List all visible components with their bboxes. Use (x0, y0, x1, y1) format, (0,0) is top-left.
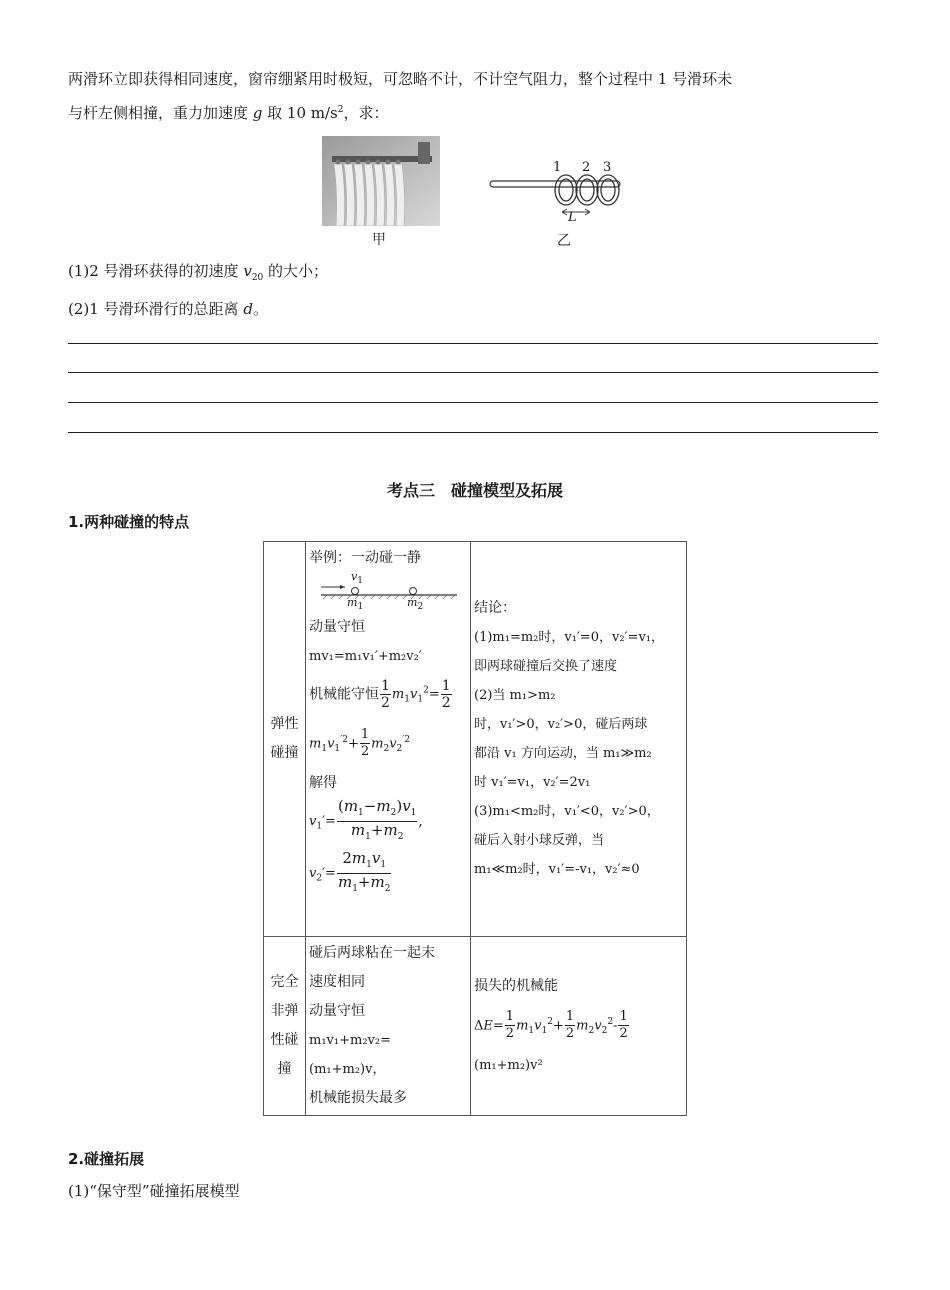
ring-label-2: 2 (582, 160, 591, 175)
inelastic-equation: m₁v₁+m₂v₂=(m₁+m₂)v， (309, 1033, 391, 1077)
intro-line-2: 与杆左侧相撞，重力加速度 g 取 10 $m/s^2$，求： (68, 104, 389, 122)
example-text: 举例：一动碰一静 (309, 550, 421, 566)
conclusion-title: 结论： (474, 600, 516, 616)
collision-diagram (309, 570, 467, 613)
curtain-photo (322, 136, 440, 226)
intro-paragraph (68, 64, 883, 129)
subsection-title-2: 2.碰撞拓展 (68, 1150, 145, 1168)
ring-label-3: 3 (603, 160, 612, 175)
length-label: L (568, 210, 577, 225)
conclusion-3: (3)m₁<m₂时，v₁′<0，v₂′>0， (474, 804, 660, 819)
collision-table (263, 541, 687, 1116)
inelastic-text-2: 速度相同 (309, 974, 365, 990)
v2-prime-solution: $v_2'=$ $\frac{2m_1v_1}{m_1+m_2}$ (309, 848, 391, 894)
ring-label-1: 1 (553, 160, 562, 175)
inelastic-text-3: 动量守恒 (309, 1003, 365, 1019)
answer-line (68, 402, 878, 403)
conclusion-1b: 即两球碰撞后交换了速度 (474, 659, 618, 674)
conclusion-2d: 时 v₁′=v₁，v₂′=2v₁ (474, 775, 591, 790)
conclusion-2: (2)当 m₁>m₂ (474, 688, 556, 703)
table-row (264, 542, 687, 937)
subsection-title-1: 1.两种碰撞的特点 (68, 513, 190, 531)
questions (68, 256, 883, 325)
table-row (264, 937, 687, 1116)
energy-loss-formula-tail: (m₁+m₂)v² (474, 1058, 543, 1074)
v1-label: $v_1$ (351, 570, 363, 587)
question-1: (1)2 号滑环获得的初速度 $v_{20}$ 的大小； (68, 262, 329, 283)
section-title: 考点三 碰撞模型及拓展 (386, 481, 563, 500)
conclusion-2c: 都沿 v₁ 方向运动，当 m₁≫m₂ (474, 746, 652, 761)
energy-loss-label: 损失的机械能 (474, 977, 558, 994)
answer-line (68, 372, 878, 373)
energy-loss-cell (471, 937, 687, 1116)
figure-label-yi: 乙 (557, 233, 571, 249)
momentum-label: 动量守恒 (309, 619, 365, 635)
conclusion-2b: 时，v₁′>0，v₂′>0，碰后两球 (474, 717, 648, 732)
elastic-conclusion-cell (471, 542, 687, 937)
m2-label: $m_2$ (407, 596, 424, 613)
energy-equation: 机械能守恒 $\frac{1}{2}$ $m_1v_1^2=$ $\frac{1}{2}$ (309, 677, 451, 711)
conclusion-3c: m₁≪m₂时，v₁′=-v₁，v₂′≈0 (474, 862, 640, 877)
subsection-item: (1)“保守型”碰撞拓展模型 (68, 1182, 240, 1200)
momentum-equation: mv₁=m₁v₁′+m₂v₂′ (309, 649, 422, 664)
energy-equation-cont: $m_1v_1^{'2}+$ $\frac{1}{2}$ $m_2v_2^{'2}$ (309, 727, 411, 760)
row-head-elastic: 弹性 碰撞 (264, 542, 306, 937)
figure-label-jia: 甲 (372, 232, 386, 248)
inelastic-text-5: 机械能损失最多 (309, 1090, 407, 1106)
answer-line (68, 343, 878, 344)
m1-label: $m_1$ (347, 596, 364, 613)
question-2: (2)1 号滑环滑行的总距离 d。 (68, 300, 268, 318)
inelastic-cell (306, 937, 471, 1116)
conclusion-3b: 碰后入射小球反弹，当 (474, 833, 605, 848)
conclusion-1: (1)m₁=m₂时，v₁′=0，v₂′=v₁， (474, 630, 665, 645)
row-head-inelastic: 完全 非弹 性碰 撞 (264, 937, 306, 1116)
energy-loss-formula: ΔE= $\frac{1}{2}$ $m_1v_1^2+$ $\frac{1}{2}$ $m_2v_2^2-$ $\frac{1}{2}$ (474, 1008, 628, 1041)
answer-line (68, 432, 878, 433)
intro-line-1: 两滑环立即获得相同速度，窗帘绷紧用时极短，可忽略不计，不计空气阻力，整个过程中 1 号滑环未 (68, 70, 733, 88)
v1-prime-solution: $v_1'=$ $\frac{(m_1-m_2)v_1}{m_1+m_2}$ , (309, 796, 423, 842)
inelastic-text-1: 碰后两球粘在一起末 (309, 945, 435, 961)
elastic-derivation-cell (306, 542, 471, 937)
solve-label: 解得 (309, 774, 337, 791)
